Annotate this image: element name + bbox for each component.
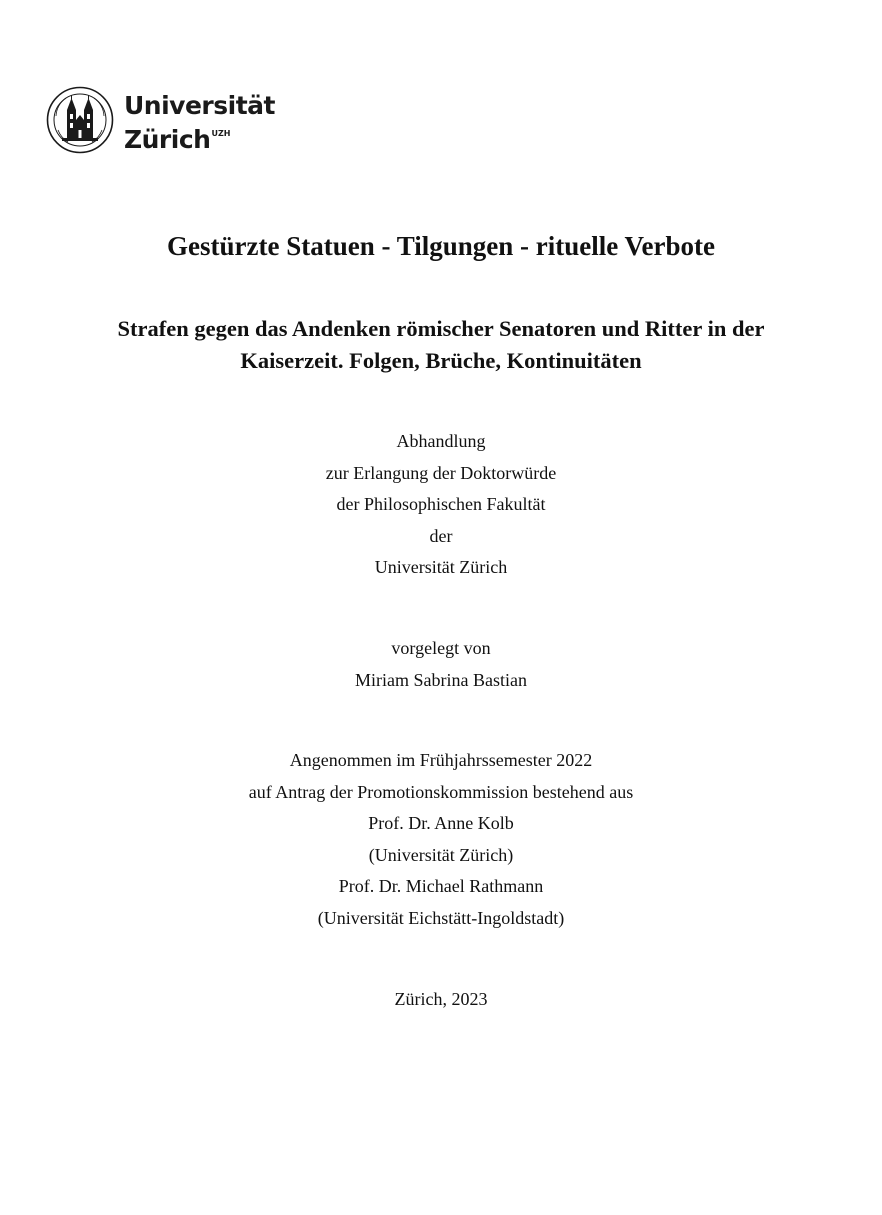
- subtitle-line-1: Strafen gegen das Andenken römischer Senatoren und Ritter in der: [117, 316, 765, 341]
- dissertation-line: der Philosophischen Fakultät: [336, 494, 546, 514]
- author-name: Miriam Sabrina Bastian: [355, 669, 527, 690]
- university-logo: [46, 86, 275, 156]
- committee-affiliation: (Universität Eichstätt-Ingoldstadt): [317, 907, 565, 928]
- author-block: [0, 633, 882, 696]
- dissertation-line: Abhandlung: [396, 431, 486, 451]
- logo-uzh-superscript: UZH: [211, 129, 231, 138]
- committee-member: Prof. Dr. Anne Kolb: [368, 813, 514, 833]
- committee-affiliation: (Universität Zürich): [368, 844, 514, 865]
- presented-by-label: vorgelegt von: [391, 638, 491, 658]
- logo-line-universitaet: Universität: [124, 91, 275, 120]
- dissertation-line: der: [429, 525, 453, 546]
- place-date: Zürich, 2023: [394, 989, 488, 1009]
- dissertation-line: Universität Zürich: [374, 557, 508, 577]
- dissertation-statement: [0, 426, 882, 584]
- thesis-subtitle: [50, 313, 832, 377]
- logo-zuerich-text: Zürich: [124, 125, 211, 154]
- acceptance-line: Angenommen im Frühjahrssemester 2022: [289, 750, 593, 770]
- logo-wordmark: [124, 92, 275, 154]
- subtitle-line-2: Kaiserzeit. Folgen, Brüche, Kontinuitäten: [240, 348, 642, 373]
- acceptance-line: auf Antrag der Promotionskommission bestehend aus: [248, 781, 634, 802]
- thesis-title: Gestürzte Statuen - Tilgungen - rituelle Verbote: [167, 231, 715, 261]
- uzh-seal-icon: [46, 86, 114, 154]
- acceptance-block: [0, 745, 882, 934]
- dissertation-line: zur Erlangung der Doktorwürde: [325, 462, 557, 483]
- logo-line-zuerich: [124, 120, 275, 154]
- committee-member: Prof. Dr. Michael Rathmann: [338, 876, 544, 896]
